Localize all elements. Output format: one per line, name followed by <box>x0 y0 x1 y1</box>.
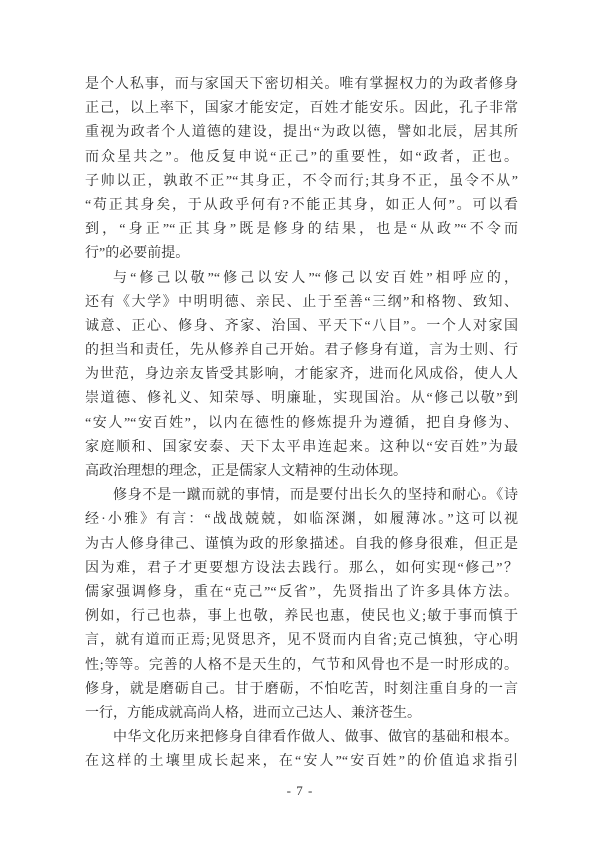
text-line: 崇道德、修礼义、知荣辱、明廉耻，实现国治。从“修己以敬”到 <box>85 391 518 407</box>
text-line: 行”的必要前提。 <box>85 246 190 262</box>
document-page <box>85 73 518 774</box>
text-line: 子帅以正，孰敢不正”“其身正，不令而行;其身不正，虽令不从” <box>85 173 518 189</box>
text-line: 诚意、正心、修身、齐家、治国、平天下“八目”。一个人对家国 <box>85 318 518 334</box>
text-line: 到，“身正”“正其身”既是修身的结果，也是“从政”“不令而 <box>85 222 518 238</box>
text-line: 言，就有道而正焉;见贤思齐，见不贤而内自省;克己慎独，守心明 <box>85 633 518 649</box>
text-line: 在这样的土壤里成长起来，在“安人”“安百姓”的价值追求指引 <box>85 754 518 770</box>
text-line: 高政治理想的理念，正是儒家人文精神的生动体现。 <box>85 464 407 479</box>
text-line: 而众星共之”。他反复申说“正己”的重要性，如“政者，正也。 <box>85 149 518 165</box>
text-line: 例如，行己也恭，事上也敬，养民也惠，使民也义;敏于事而慎于 <box>85 609 518 625</box>
text-line: 性;等等。完善的人格不是天生的，气节和风骨也不是一时形成的。 <box>85 657 518 673</box>
text-line: 修身不是一蹴而就的事情，而是要付出长久的坚持和耐心。《诗 <box>113 488 518 504</box>
text-line: 修身，就是磨砺自己。甘于磨砺，不怕吃苦，时刻注重自身的一言 <box>85 681 518 697</box>
text-line: 中华文化历来把修身自律看作做人、做事、做官的基础和根本。 <box>113 730 518 746</box>
text-line: 儒家强调修身，重在“克己”“反省”，先贤指出了许多具体方法。 <box>85 584 518 600</box>
text-line: 为世范，身边亲友皆受其影响，才能家齐，进而化风成俗，使人人 <box>85 367 518 383</box>
text-line: 一行，方能成就高尚人格，进而立己达人、兼济苍生。 <box>85 705 421 721</box>
text-line: 与“修己以敬”“修己以安人”“修己以安百姓”相呼应的， <box>113 270 518 286</box>
text-line: 的担当和责任，先从修养自己开始。君子修身有道，言为士则、行 <box>85 343 518 359</box>
text-line: 是个人私事，而与家国天下密切相关。唯有掌握权力的为政者修身 <box>85 77 518 92</box>
text-line: 重视为政者个人道德的建设，提出“为政以德，譬如北辰，居其所 <box>85 125 518 141</box>
text-line: 正己，以上率下，国家才能安定，百姓才能安乐。因此，孔子非常 <box>85 101 518 117</box>
text-line: 经·小雅》有言：“战战兢兢，如临深渊，如履薄冰。”这可以视 <box>85 512 518 528</box>
text-line: 因为难，君子才更要想方设法去践行。那么，如何实现“修己”？ <box>85 560 518 576</box>
text-line: 还有《大学》中明明德、亲民、止于至善“三纲”和格物、致知、 <box>85 294 518 310</box>
text-line: 家庭顺和、国家安泰、天下太平串连起来。这种以“安百姓”为最 <box>85 439 518 455</box>
text-line: “安人”“安百姓”，以内在德性的修炼提升为遵循，把自身修为、 <box>85 415 518 431</box>
text-line: 为古人修身律己、谨慎为政的形象描述。自我的修身很难，但正是 <box>85 536 518 552</box>
page-number: - 7 - <box>286 783 314 798</box>
text-line: “苟正其身矣，于从政乎何有?不能正其身，如正人何”。可以看 <box>85 197 518 213</box>
